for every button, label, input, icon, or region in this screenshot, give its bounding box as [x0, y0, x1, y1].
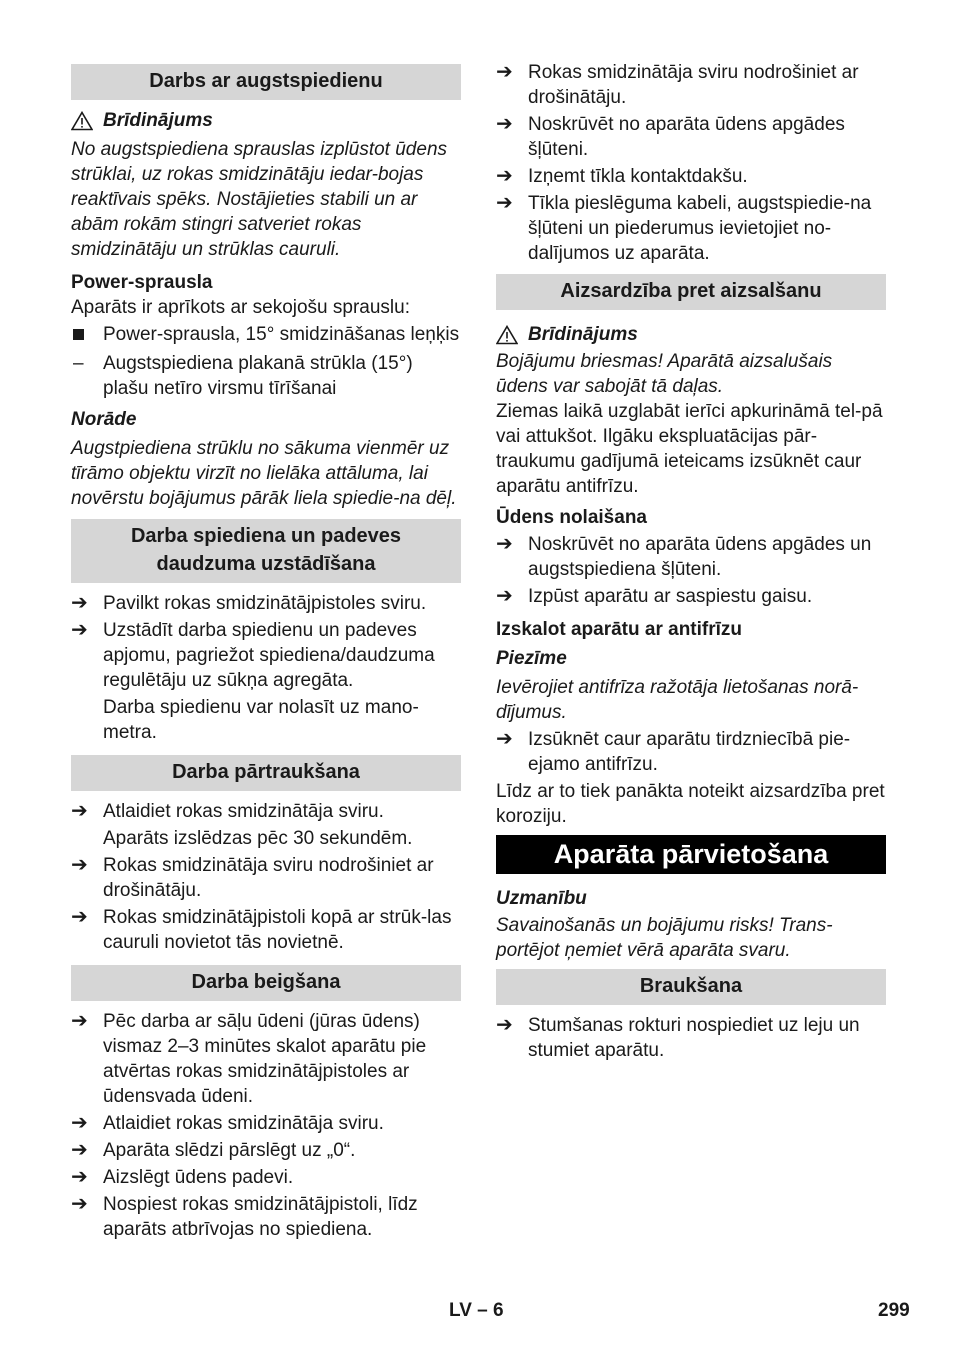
warning-triangle-icon — [496, 325, 518, 345]
arrow-right-icon: ➔ — [496, 192, 513, 214]
arrow-right-icon: ➔ — [496, 61, 513, 83]
list-item: ➔ Atlaidiet rokas smidzinātāja sviru. — [71, 800, 384, 822]
list-item: ➔ Atlaidiet rokas smidzinātāja sviru. — [71, 1112, 384, 1134]
section-heading-frost-protection: Aizsardzība pret aizsalšanu — [496, 274, 886, 310]
arrow-right-icon: ➔ — [496, 533, 513, 555]
list-item: ➔ Rokas smidzinātājpistoli kopā ar strūk-las cauruli novietot tās novietnē. — [71, 906, 452, 953]
note-heading: Norāde — [71, 409, 137, 430]
warning-label: Brīdinājums — [103, 110, 213, 131]
list-item: ➔ Tīkla pieslēguma kabeli, augstspiedie-na šļūteni un piederumus ievietojiet no-dalījumos uz aparāta. — [496, 192, 872, 264]
list-item: ➔ Izpūst aparātu ar saspiestu gaisu. — [496, 585, 813, 607]
arrow-right-icon: ➔ — [71, 1112, 88, 1134]
list-item: ➔ Noskrūvēt no aparāta ūdens apgādes šļūteni. — [496, 113, 845, 160]
right-column — [496, 58, 886, 1063]
section-heading-high-pressure: Darbs ar augstspiedienu — [71, 64, 461, 100]
list-item: ➔ Rokas smidzinātāja sviru nodrošiniet ar drošinātāju. — [496, 61, 859, 108]
list-item: Power-sprausla, 15° smidzināšanas leņķis — [71, 322, 461, 347]
list-item: ➔ Rokas smidzinātāja sviru nodrošiniet ar drošinātāju. — [71, 854, 434, 901]
list-item: ➔ Stumšanas rokturi nospiediet uz leju un stumiet aparātu. — [496, 1014, 860, 1061]
continuation-text: Aparāts izslēdzas pēc 30 sekundēm. — [103, 828, 413, 849]
arrow-right-icon: ➔ — [71, 800, 88, 822]
list-item: ➔ Izņemt tīkla kontaktdakšu. — [496, 165, 748, 187]
list-item: ➔ Pēc darba ar sāļu ūdeni (jūras ūdens) vismaz 2–3 minūtes skalot aparātu pie atvērtas rokas smidzinātājpistoles ar ūdensvada ūdeni. — [71, 1010, 427, 1107]
list-item: ➔ Aizslēgt ūdens padevi. — [71, 1166, 294, 1188]
corrosion-text: Līdz ar to tiek panākta noteikt aizsardzība pret koroziju. — [496, 781, 885, 827]
section-heading-finishing: Darba beigšana — [71, 965, 461, 1001]
list-item: ➔ Pavilkt rokas smidzinātājpistoles sviru. — [71, 592, 427, 614]
warning-heading — [496, 322, 886, 347]
warning-text: Bojājumu briesmas! Aparātā aizsalušais ūdens var sabojāt tā daļas. — [496, 351, 833, 397]
arrow-right-icon: ➔ — [496, 585, 513, 607]
continuation-text: Darba spiedienu var nolasīt uz mano-metra. — [103, 697, 419, 743]
caution-heading: Uzmanību — [496, 888, 587, 909]
list-item: ➔ Aparāta slēdzi pārslēgt uz „0“. — [71, 1139, 356, 1161]
arrow-right-icon: ➔ — [496, 165, 513, 187]
winter-storage-text: Ziemas laikā uzglabāt ierīci apkurināmā tel-pā vai attukšot. Ilgāku ekspluatācijas pār-traukumu gadījumā ieteicams izsūknēt caur aparātu antifrīzu. — [496, 401, 883, 497]
warning-heading — [71, 108, 461, 133]
arrow-right-icon: ➔ — [71, 854, 88, 876]
arrow-right-icon: ➔ — [71, 1010, 88, 1032]
square-bullet-icon — [73, 329, 84, 340]
note-text: Ievērojiet antifrīza ražotāja lietošanas norā-dījumus. — [496, 677, 859, 723]
caution-text: Savainošanās un bojājumu risks! Trans-portējot ņemiet vērā aparāta svaru. — [496, 915, 833, 961]
page-number: 299 — [878, 1300, 910, 1321]
chapter-title: Aparāta pārvietošana — [496, 835, 886, 874]
footer-language-page: LV – 6 — [449, 1300, 504, 1321]
arrow-right-icon: ➔ — [71, 619, 88, 641]
arrow-right-icon: ➔ — [71, 1193, 88, 1215]
note-heading: Piezīme — [496, 648, 567, 669]
arrow-right-icon: ➔ — [496, 728, 513, 750]
list-item: – Augstspiediena plakanā strūkla (15°) plašu netīro virsmu tīrīšanai — [73, 353, 413, 399]
note-text: Augstpiediena strūklu no sākuma vienmēr uz tīrāmo objektu virzīt no lielāka attāluma, lai novērstu bojājumus pārāk liela spiedie-na dēļ. — [71, 438, 457, 509]
dash-bullet-icon: – — [73, 353, 84, 374]
warning-text: No augstspiediena sprauslas izplūstot ūdens strūklai, uz rokas smidzinātāju iedar-bojas reaktīvais spēks. Nostājieties stabili un ar abām rokām stingri satveriet rokas smidzinātāju un strūklas cauruli. — [71, 139, 448, 260]
power-nozzle-title: Power-sprausla — [71, 272, 213, 293]
left-column — [71, 64, 461, 1242]
arrow-right-icon: ➔ — [71, 906, 88, 928]
warning-triangle-icon — [71, 111, 93, 131]
arrow-right-icon: ➔ — [496, 1014, 513, 1036]
section-heading-pressure-setting: Darba spiediena un padeves daudzuma uzstādīšana — [71, 519, 461, 583]
list-item: ➔ Nospiest rokas smidzinātājpistoli, līdz aparāts atbrīvojas no spiediena. — [71, 1193, 418, 1240]
list-item: ➔ Izsūknēt caur aparātu tirdzniecībā pie-ejamo antifrīzu. — [496, 728, 851, 775]
antifreeze-title: Izskalot aparātu ar antifrīzu — [496, 619, 743, 640]
arrow-right-icon: ➔ — [71, 592, 88, 614]
list-item: ➔ Uzstādīt darba spiedienu un padeves apjomu, pagriežot spiediena/daudzuma regulētāju uz sūkņa agregāta. — [71, 619, 435, 691]
power-nozzle-intro: Aparāts ir aprīkots ar sekojošu sprauslu: — [71, 297, 410, 318]
list-item: ➔ Noskrūvēt no aparāta ūdens apgādes un augstspiediena šļūteni. — [496, 533, 872, 580]
arrow-right-icon: ➔ — [496, 113, 513, 135]
arrow-right-icon: ➔ — [71, 1139, 88, 1161]
water-drain-title: Ūdens nolaišana — [496, 507, 647, 528]
arrow-right-icon: ➔ — [71, 1166, 88, 1188]
section-heading-driving: Braukšana — [496, 969, 886, 1005]
section-heading-interruption: Darba pārtraukšana — [71, 755, 461, 791]
warning-label: Brīdinājums — [528, 324, 638, 345]
